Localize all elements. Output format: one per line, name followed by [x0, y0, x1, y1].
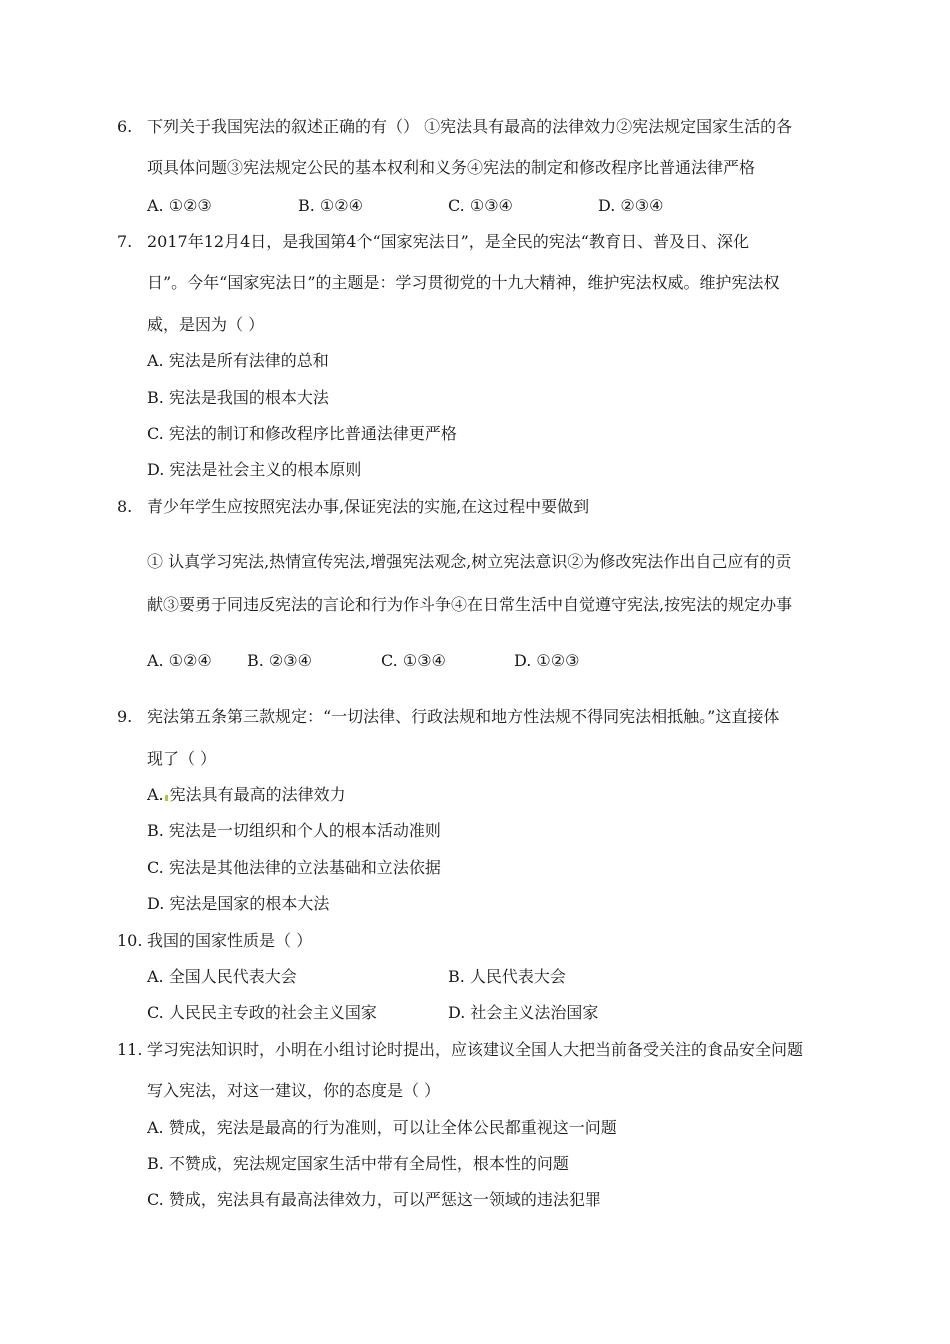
- option-b: B. 宪法是一切组织和个人的根本活动准则: [147, 821, 441, 840]
- option-c: C. ①③④: [448, 196, 513, 215]
- statement-line: 献③要勇于同违反宪法的言论和行为作斗争④在日常生活中自觉遵守宪法,按宪法的规定办事: [147, 595, 793, 614]
- question-number: 10.: [117, 931, 143, 950]
- option-a: A. ①②④: [147, 651, 212, 670]
- question-number: 8.: [117, 497, 133, 516]
- question-number: 9.: [117, 707, 133, 726]
- option-b: B. 不赞成，宪法规定国家生活中带有全局性，根本性的问题: [147, 1154, 569, 1173]
- option-letter: A.: [147, 785, 164, 804]
- option-text: 宪法具有最高的法律效力: [169, 785, 346, 804]
- option-d: D. 宪法是国家的根本大法: [147, 894, 330, 913]
- option-c: C. ①③④: [381, 651, 446, 670]
- option-d: D. 社会主义法治国家: [448, 1003, 599, 1022]
- option-c: C. 赞成，宪法具有最高法律效力，可以严惩这一领域的违法犯罪: [147, 1190, 601, 1209]
- option-a: A. ①②③: [147, 196, 212, 215]
- question-text: 2017年12月4日，是我国第4个“国家宪法日”，是全民的宪法“教育日、普及日、深化: [147, 232, 749, 251]
- option-b: B. 宪法是我国的根本大法: [147, 388, 329, 407]
- question-text: 下列关于我国宪法的叙述正确的有（） ①宪法具有最高的法律效力②宪法规定国家生活的各: [147, 117, 793, 136]
- question-text: 威，是因为（ ）: [147, 315, 265, 334]
- option-b: B. ①②④: [298, 196, 363, 215]
- question-text: 日”。今年“国家宪法日”的主题是：学习贯彻党的十九大精神，维护宪法权威。维护宪法权: [147, 273, 780, 292]
- option-a: A. 赞成，宪法是最高的行为准则，可以让全体公民都重视这一问题: [147, 1118, 617, 1137]
- option-d: D. 宪法是社会主义的根本原则: [147, 460, 362, 479]
- question-text: 写入宪法，对这一建议，你的态度是（ ）: [147, 1081, 441, 1100]
- question-text: 我国的国家性质是（ ）: [147, 931, 313, 950]
- question-text: 宪法第五条第三款规定：“一切法律、行政法规和地方性法规不得同宪法相抵触。”这直接体: [147, 707, 780, 726]
- mark-dot: [165, 795, 168, 801]
- option-b: B. ②③④: [247, 651, 312, 670]
- option-b: B. 人民代表大会: [448, 967, 566, 986]
- question-number: 11.: [117, 1040, 143, 1059]
- question-number: 7.: [117, 232, 133, 251]
- option-c: C. 宪法的制订和修改程序比普通法律更严格: [147, 424, 457, 443]
- option-c: C. 宪法是其他法律的立法基础和立法依据: [147, 858, 441, 877]
- question-text: 青少年学生应按照宪法办事,保证宪法的实施,在这过程中要做到: [147, 497, 590, 516]
- question-text: 学习宪法知识时，小明在小组讨论时提出，应该建议全国人大把当前备受关注的食品安全问题: [147, 1040, 804, 1059]
- option-a: A. 全国人民代表大会: [147, 967, 297, 986]
- question-text: 项具体问题③宪法规定公民的基本权利和义务④宪法的制定和修改程序比普通法律严格: [147, 158, 756, 177]
- statement-line: ① 认真学习宪法,热情宣传宪法,增强宪法观念,树立宪法意识②为修改宪法作出自己应有的贡: [147, 552, 792, 571]
- question-text: 现了（ ）: [147, 749, 217, 768]
- option-a: [147, 785, 346, 805]
- question-number: 6.: [117, 117, 133, 136]
- option-c: C. 人民民主专政的社会主义国家: [147, 1003, 377, 1022]
- option-d: D. ②③④: [598, 196, 664, 215]
- option-a: A. 宪法是所有法律的总和: [147, 351, 329, 370]
- option-d: D. ①②③: [514, 651, 580, 670]
